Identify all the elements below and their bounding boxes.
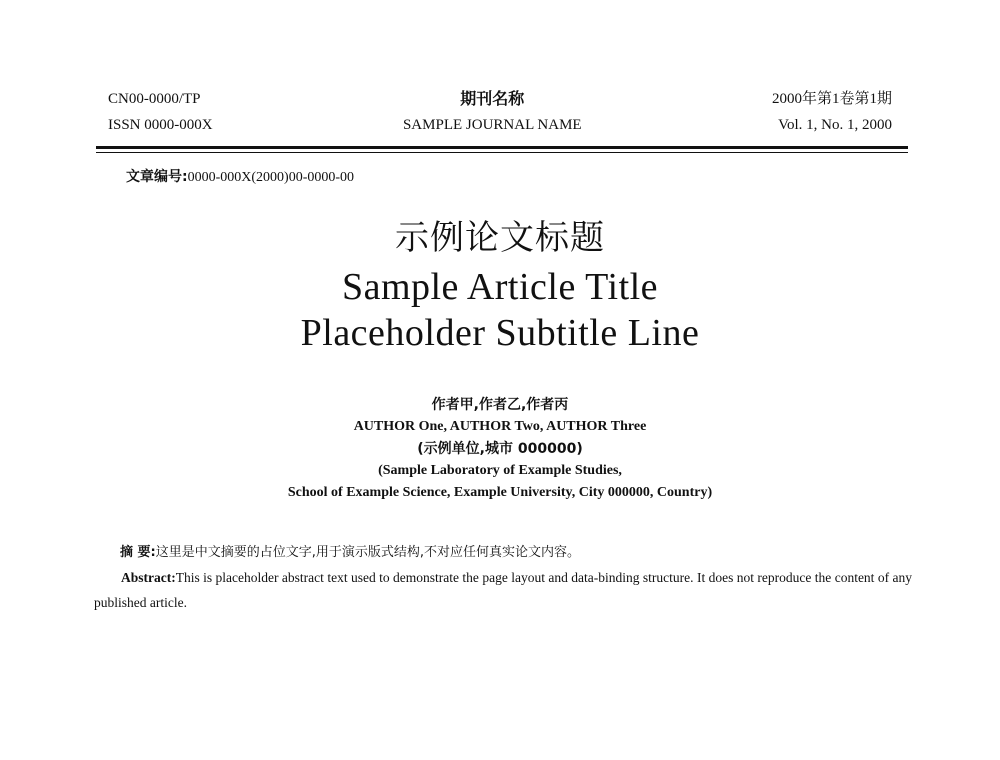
masthead-center [403,86,582,138]
article-id-label: 文章编号: [126,169,188,185]
abstract-cn-text: 这里是中文摘要的占位文字,用于演示版式结构,不对应任何真实论文内容。 [155,545,580,560]
article-id-value: 0000-000X(2000)00-0000-00 [187,170,355,185]
affiliation-en-line-2: School of Example Science, Example University, City 000000, Country) [287,485,713,500]
abstract-en-label: Abstract: [121,570,176,585]
masthead [108,86,892,138]
affiliation-en-line-1: (Sample Laboratory of Example Studies, [378,463,622,478]
title-en-line-1: Sample Article Title [341,266,659,308]
issue-en: Vol. 1, No. 1, 2000 [778,117,892,133]
authors-en: AUTHOR One, AUTHOR Two, AUTHOR Three [353,419,647,434]
journal-name-en: SAMPLE JOURNAL NAME [402,117,582,133]
abstract-cn [94,540,912,565]
affiliation-cn: (示例单位,城市 000000) [417,441,583,457]
title-cn: 示例论文标题 [395,218,605,258]
authors-cn: 作者甲,作者乙,作者丙 [431,397,569,413]
abstract-cn-label: 摘 要: [120,545,156,560]
title-block [0,212,1000,356]
issue-cn: 2000年第1卷第1期 [771,91,892,107]
abstract-section [94,540,912,615]
cn-number: CN00-0000/TP [108,91,201,107]
abstract-en-text: This is placeholder abstract text used to demonstrate the page layout and data-binding structure. It does not reproduce the content of any published article. [94,570,912,610]
masthead-right [772,86,892,138]
issn-number: ISSN 0000-000X [108,117,213,133]
masthead-left [108,86,213,138]
journal-name-cn: 期刊名称 [460,89,525,108]
title-en-line-2: Placeholder Subtitle Line [300,312,700,354]
article-id [126,166,354,186]
author-block [0,394,1000,504]
header-rule-thick [96,146,908,149]
abstract-en [94,565,912,615]
header-rule-thin [96,152,908,153]
